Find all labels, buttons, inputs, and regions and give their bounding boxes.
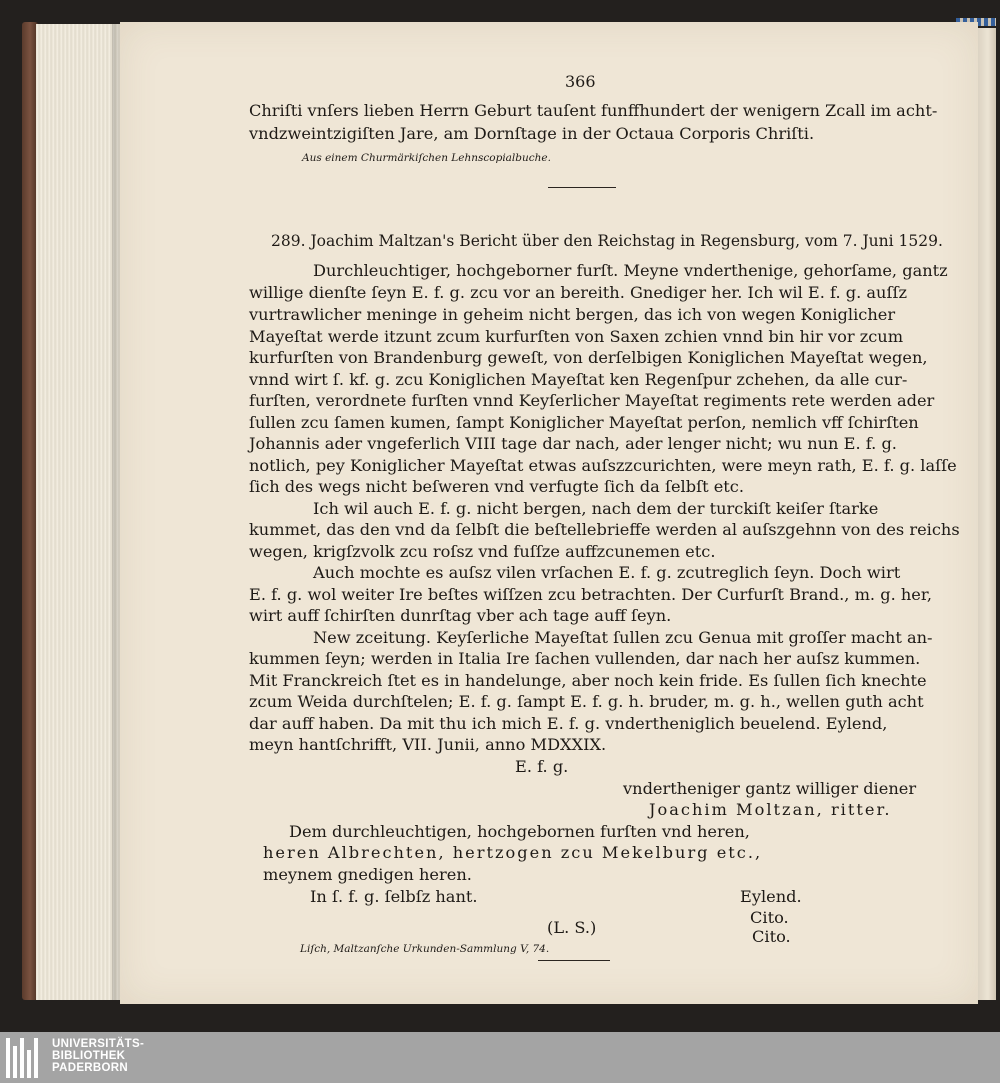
library-logo-icon — [4, 1038, 44, 1078]
page-number: 366 — [565, 72, 596, 91]
body-line: meyn hantſchrifft, VII. Junii, anno MDXXIX. — [249, 735, 607, 754]
signature-line: vndertheniger gantz williger diener — [623, 779, 917, 798]
body-line: Johannis ader vngeferlich VIII tage dar nach, ader lenger nicht; wu nun E. f. g. — [249, 434, 897, 453]
cito-note: Cito. — [752, 927, 791, 946]
body-line: zcum Weida durchſtelen; E. f. g. ſampt E. f. g. h. bruder, m. g. h., wellen guth acht — [249, 692, 924, 711]
body-line: vnnd wirt ſ. kf. g. zcu Koniglichen Mayeſtat ken Regenſpur zchehen, da alle cur- — [249, 370, 908, 389]
right-page-edge — [976, 28, 996, 1000]
body-line: kummen ſeyn; werden in Italia Ire ſachen vullenden, dar nach her auſsz kummen. — [249, 649, 921, 668]
body-line: wirt auff ſchirſten dunrſtag vber ach tage auff ſeyn. — [249, 606, 672, 625]
seal-mark: (L. S.) — [547, 918, 597, 937]
closing-efg: E. f. g. — [515, 757, 569, 776]
body-line: New zceitung. Keyſerliche Mayeſtat ſullen zcu Genua mit groſſer macht an- — [313, 628, 933, 647]
body-line: Ich wil auch E. f. g. nicht bergen, nach dem der turckiſt keiſer ſtarke — [313, 499, 879, 518]
document-heading: 289. Joachim Maltzan's Bericht über den Reichstag in Regensburg, vom 7. Juni 1529. — [271, 232, 943, 250]
body-line: Mit Franckreich ſtet es in handelunge, aber noch kein fride. Es ſullen ſich knechte — [249, 671, 927, 690]
intro-line: Chriſti vnſers lieben Herrn Geburt tauſent funffhundert der wenigern Zcall im acht- — [249, 101, 938, 120]
body-line: kurfurſten von Brandenburg geweſt, von derſelbigen Koniglichen Mayeſtat wegen, — [249, 348, 928, 367]
library-name-line: BIBLIOTHEK — [52, 1050, 126, 1062]
body-line: wegen, krigſzvolk zcu roſsz vnd fuſſze auffzcunemen etc. — [249, 542, 716, 561]
body-line: vurtrawlicher meninge in geheim nicht bergen, das ich von wegen Koniglicher — [249, 305, 896, 324]
signature-name: Joachim Moltzan, ritter. — [649, 800, 892, 819]
library-name-line: UNIVERSITÄTS- — [52, 1038, 145, 1050]
library-name-line: PADERBORN — [52, 1062, 128, 1074]
address-line: heren Albrechten, hertzogen zcu Mekelburg etc., — [263, 843, 763, 862]
body-line: Auch mochte es auſsz vilen vrſachen E. f. g. zcutreglich ſeyn. Doch wirt — [313, 563, 901, 582]
intro-source-note: Aus einem Churmärkiſchen Lehnscopialbuche. — [302, 152, 551, 164]
body-line: ſullen zcu ſamen kumen, ſampt Koniglicher Mayeſtat perſon, nemlich vff ſchirſten — [249, 413, 919, 432]
in-hand-note: In ſ. f. g. ſelbſz hant. — [310, 887, 478, 906]
body-line: Mayeſtat werde itzunt zcum kurfurſten von Saxen zchien vnnd bin hir vor zcum — [249, 327, 904, 346]
address-line: meynem gnedigen heren. — [263, 865, 472, 884]
page-edges — [36, 24, 120, 1000]
body-line: ſich des wegs nicht beſweren vnd verfugte ſich da ſelbſt etc. — [249, 477, 745, 496]
address-line: Dem durchleuchtigen, hochgebornen furſten vnd heren, — [289, 822, 750, 841]
body-line: E. f. g. wol weiter Ire beſtes wiſſzen zcu betrachten. Der Curfurſt Brand., m. g. her, — [249, 585, 932, 604]
body-line: dar auff haben. Da mit thu ich mich E. f. g. vndertheniglich beuelend. Eylend, — [249, 714, 888, 733]
eylend-note: Eylend. — [740, 887, 802, 906]
library-footer — [0, 1032, 1000, 1083]
body-line: furſten, verordnete furſten vnnd Keyſerlicher Mayeſtat regiments rete werden ader — [249, 391, 935, 410]
body-line: kummet, das den vnd da ſelbſt die beſtellebrieffe werden al auſszgehnn von des reichs — [249, 520, 960, 539]
cito-note: Cito. — [750, 908, 789, 927]
final-source-note: Liſch, Maltzanſche Urkunden-Sammlung V, 74. — [300, 943, 550, 955]
body-line: Durchleuchtiger, hochgeborner furſt. Meyne vnderthenige, gehorſame, gantz — [313, 261, 948, 280]
closing-divider — [538, 960, 610, 961]
body-line: notlich, pey Koniglicher Mayeſtat etwas auſszzcurichten, were meyn rath, E. f. g. laſſe — [249, 456, 957, 475]
body-line: willige dienſte ſeyn E. f. g. zcu vor an bereith. Gnediger her. Ich wil E. f. g. auſſz — [249, 283, 907, 302]
section-divider — [548, 187, 616, 188]
intro-line: vndzweintzigiſten Jare, am Dornſtage in der Octaua Corporis Chriſti. — [249, 124, 815, 143]
